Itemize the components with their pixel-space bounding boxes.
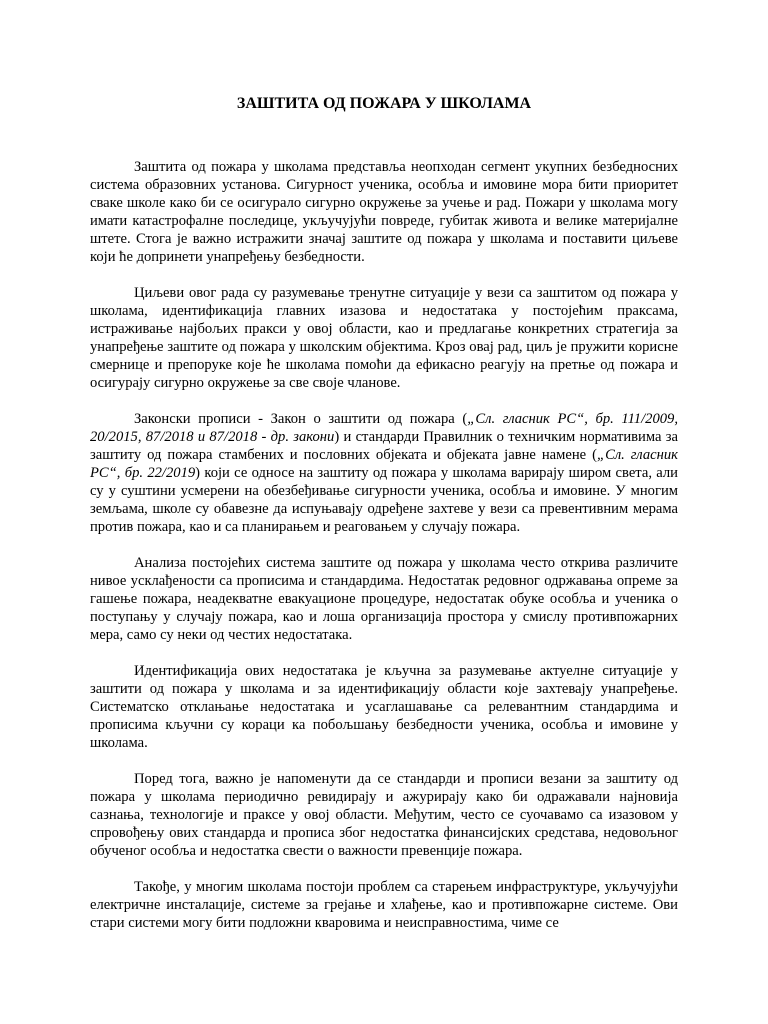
paragraph-text: ) и стандарди Правилник о техничким нормативима за заштиту од пожара стамбених и пословних објеката и објеката јавне намене ( — [90, 429, 678, 463]
paragraph-text: Законски прописи - Закон о заштити од пожара ( — [134, 411, 468, 427]
paragraph-text: Анализа постојећих система заштите од пожара у школама често открива различите нивое усклађености са прописима и стандардима. Недостатак редовног одржавања опреме за гашење пожара, неадекватне евакуационе процедуре, недостатак обуке особља и ученика о поступању у случају пожара, као и лоша организација простора у смислу противпожарних мера, само су неки од честих недостатака. — [90, 555, 678, 643]
document-page — [90, 94, 678, 932]
paragraph-text: Идентификација ових недостатака је кључна за разумевање актуелне ситуације у заштити од пожара у школама и за идентификацију области које захтевају унапређење. Систематско отклањање недостатака и усаглашавање са релевантним стандардима и прописима кључни су кораци ка побољшању безбедности ученика, особља и имовине у школама. — [90, 663, 678, 751]
paragraph — [90, 770, 678, 860]
paragraph — [90, 158, 678, 266]
paragraph-text: Поред тога, важно је напоменути да се стандарди и прописи везани за заштиту од пожара у школама периодично ревидирају и ажурирају како би одражавали најновија сазнања, технологије и праксе у овој области. Међутим, често се суочавамо са изазовом у спровођењу ових стандарда и прописа због недостатка финансијских средстава, недовољног обученог особља и недостатка свести о важности превенције пожара. — [90, 771, 678, 859]
paragraph — [90, 284, 678, 392]
paragraph — [90, 662, 678, 752]
paragraph — [90, 410, 678, 536]
paragraph — [90, 878, 678, 932]
paragraph-text: Заштита од пожара у школама представља неопходан сегмент укупних безбедносних система образовних установа. Сигурност ученика, особља и имовине мора бити приоритет сваке школе како би се осигурало сигурно окружење за учење и рад. Пожари у школама могу имати катастрофалне последице, укључујући повреде, губитак живота и велике материјалне штете. Стога је важно истражити значај заштите од пожара у школама и поставити циљеве који ће допринети унапређењу безбедности. — [90, 159, 678, 265]
paragraph — [90, 554, 678, 644]
paragraph-text: Циљеви овог рада су разумевање тренутне ситуације у вези са заштитом од пожара у школама, идентификација главних изазова и недостатака у постојећим праксама, истраживање најбољих пракси у овој области, као и предлагање конкретних стратегија за унапређење заштите од пожара у школским објектима. Кроз овај рад, циљ је пружити корисне смернице и препоруке које ће школама помоћи да ефикасно реагују на претње од пожара и осигурају сигурно окружење за све своје чланове. — [90, 285, 678, 391]
paragraph-text: Такође, у многим школама постоји проблем са старењем инфраструктуре, укључујући електричне инсталације, системе за грејање и хлађење, као и противпожарне системе. Ови стари системи могу бити подложни кваровима и неисправностима, чиме се — [90, 879, 678, 931]
legal-citation-italic: „Сл. гласник РС“, бр. 22/2019 — [90, 447, 678, 481]
document-title: ЗАШТИТА ОД ПОЖАРА У ШКОЛАМА — [236, 95, 532, 112]
paragraph-text: ) који се односе на заштиту од пожара у школама варирају широм света, али су у суштини усмерени на обезбеђивање сигурности ученика, особља и имовине. У многим земљама, школе су обавезне да испуњавају одређене захтеве у вези са превентивним мерама против пожара, као и са планирањем и реаговањем у случају пожара. — [90, 465, 678, 535]
legal-citation-italic: „Сл. гласник РС“, бр. 111/2009, 20/2015, 87/2018 и 87/2018 - др. закони — [90, 411, 678, 445]
